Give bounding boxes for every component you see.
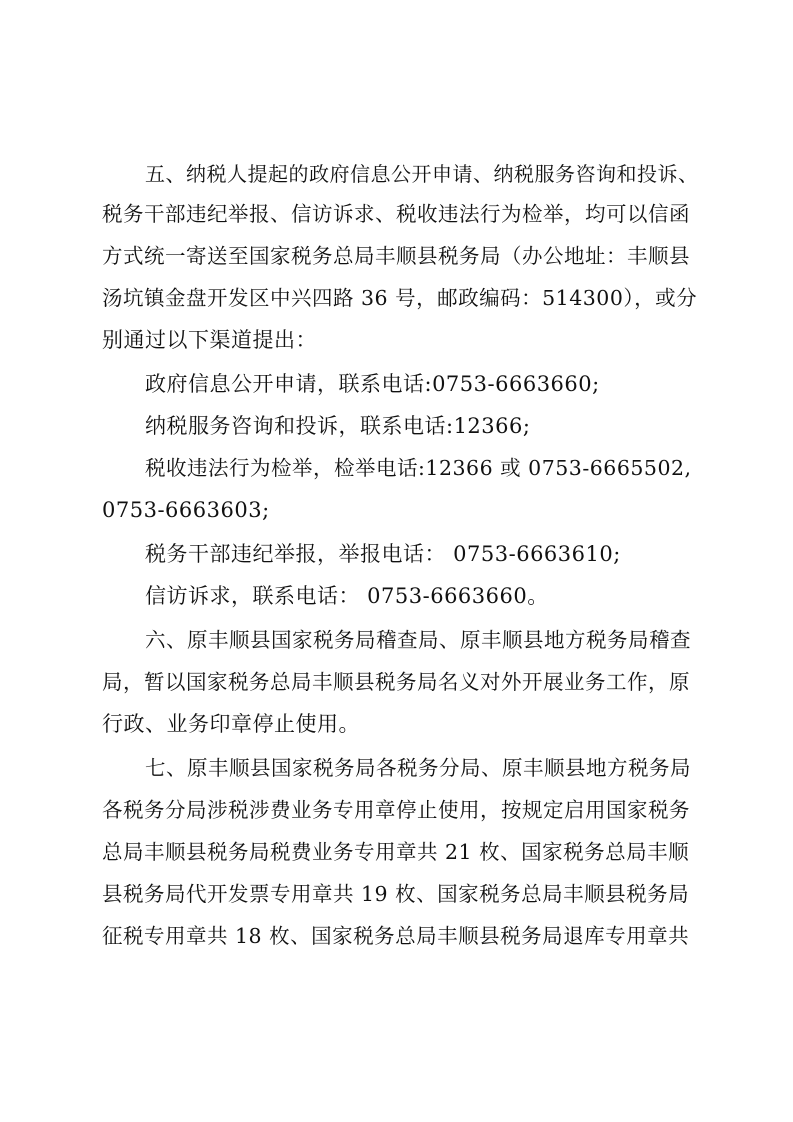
section7-line-5: 征税专用章共 18 枚、国家税务总局丰顺县税务局退库专用章共 bbox=[102, 924, 690, 948]
section5-line-4: 汤坑镇金盘开发区中兴四路 36 号，邮政编码：514300），或分 bbox=[102, 286, 698, 310]
section5-line-3: 方式统一寄送至国家税务总局丰顺县税务局（办公地址：丰顺县 bbox=[102, 244, 690, 268]
section5-line-1: 五、纳税人提起的政府信息公开申请、纳税服务咨询和投诉、 bbox=[145, 162, 699, 186]
section7-line-3: 总局丰顺县税务局税费业务专用章共 21 枚、国家税务总局丰顺 bbox=[102, 840, 690, 864]
channel-tax-violation: 税收违法行为检举，检举电话:12366 或 0753-6665502, bbox=[145, 456, 692, 480]
channel-gov-info: 政府信息公开申请，联系电话:0753-6663660; bbox=[145, 372, 600, 396]
section6-line-2: 局，暂以国家税务总局丰顺县税务局名义对外开展业务工作，原 bbox=[102, 670, 690, 694]
channel-petition: 信访诉求，联系电话： 0753-6663660。 bbox=[145, 584, 549, 608]
channel-discipline-report: 税务干部违纪举报，举报电话： 0753-6663610; bbox=[145, 542, 621, 566]
section7-line-1: 七、原丰顺县国家税务局各税务分局、原丰顺县地方税务局 bbox=[145, 756, 691, 780]
channel-tax-service: 纳税服务咨询和投诉，联系电话:12366; bbox=[145, 414, 531, 438]
section7-line-4: 县税务局代开发票专用章共 19 枚、国家税务总局丰顺县税务局 bbox=[102, 882, 690, 906]
section6-line-1: 六、原丰顺县国家税务局稽查局、原丰顺县地方税务局稽查 bbox=[145, 628, 691, 652]
section7-line-2: 各税务分局涉税涉费业务专用章停止使用，按规定启用国家税务 bbox=[102, 798, 690, 822]
section6-line-3: 行政、业务印章停止使用。 bbox=[102, 712, 360, 736]
section5-line-5: 别通过以下渠道提出： bbox=[102, 328, 317, 352]
section5-line-2: 税务干部违纪举报、信访诉求、税收违法行为检举，均可以信函 bbox=[102, 202, 690, 226]
channel-tax-violation-cont: 0753-6663603; bbox=[102, 498, 270, 522]
